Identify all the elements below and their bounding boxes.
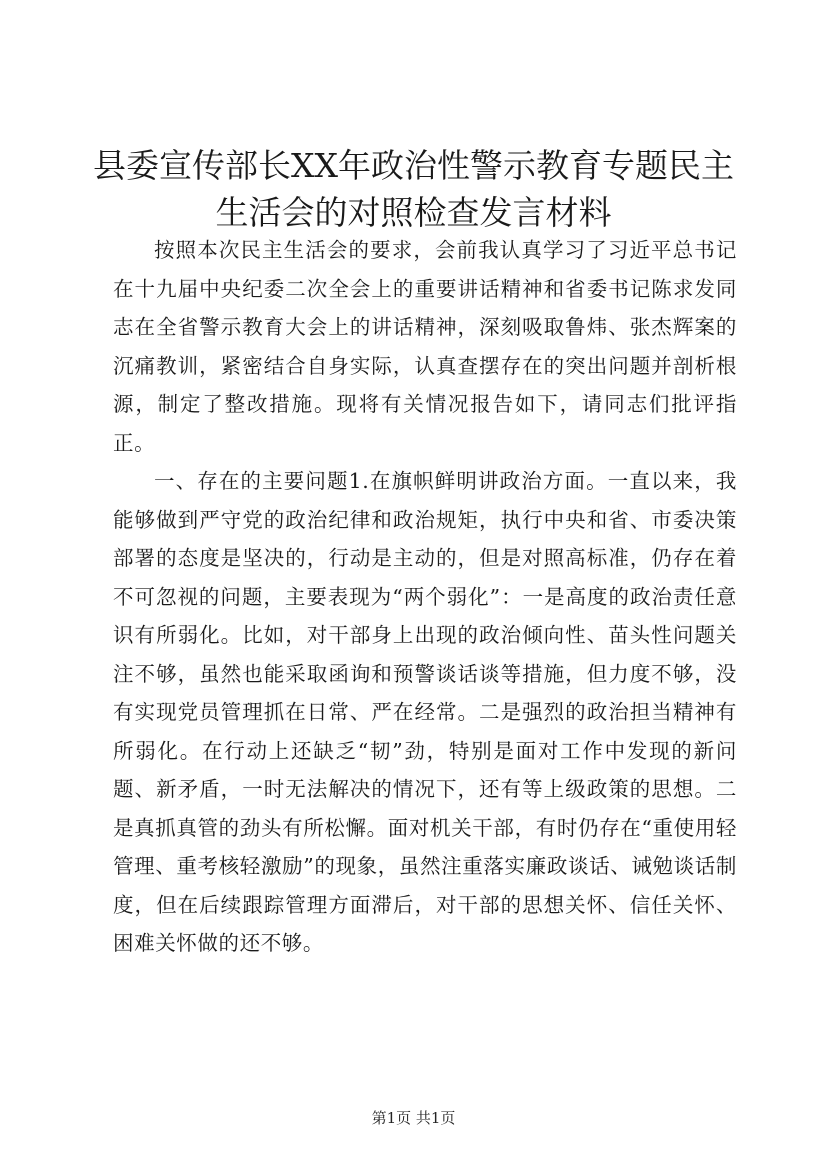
page-number-footer: 第1页 共1页 [371, 1109, 456, 1127]
document-body [113, 231, 737, 963]
paragraph-problems: 一、存在的主要问题1.在旗帜鲜明讲政治方面。一直以来，我能够做到严守党的政治纪律和政治规矩，执行中央和省、市委决策部署的态度是坚决的，行动是主动的，但是对照高标准，仍存在着不可忽视的问题，主要表现为“两个弱化”：一是高度的政治责任意识有所弱化。比如，对干部身上出现的政治倾向性、苗头性问题关注不够，虽然也能采取函询和预警谈话谈等措施，但力度不够，没有实现党员管理抓在日常、严在经常。二是强烈的政治担当精神有所弱化。在行动上还缺乏“韧”劲，特别是面对工作中发现的新问题、新矛盾，一时无法解决的情况下，还有等上级政策的思想。二是真抓真管的劲头有所松懈。面对机关干部，有时仍存在“重使用轻管理、重考核轻激励”的现象，虽然注重落实廉政谈话、诫勉谈话制度，但在后续跟踪管理方面滞后，对干部的思想关怀、信任关怀、困难关怀做的还不够。 [113, 469, 737, 955]
paragraph-intro: 按照本次民主生活会的要求，会前我认真学习了习近平总书记在十九届中央纪委二次全会上的重要讲话精神和省委书记陈求发同志在全省警示教育大会上的讲话精神，深刻吸取鲁炜、张杰辉案的沉痛教训，紧密结合自身实际，认真查摆存在的突出问题并剖析根源，制定了整改措施。现将有关情况报告如下，请同志们批评指正。 [113, 238, 737, 455]
document-title: 县委宣传部长XX年政治性警示教育专题民主生活会的对照检查发言材料 [93, 146, 734, 232]
